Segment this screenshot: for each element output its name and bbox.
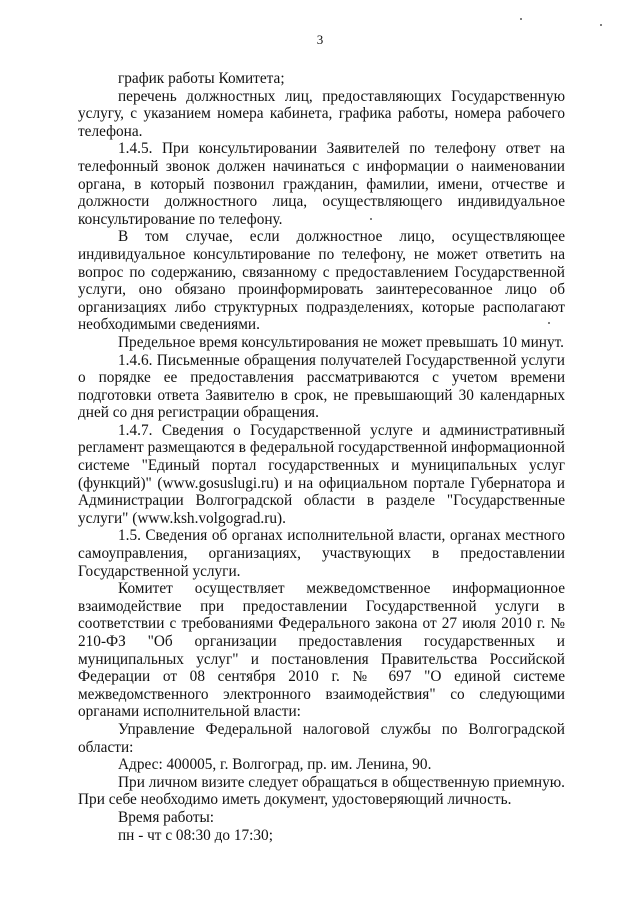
scan-speck: [370, 218, 372, 220]
paragraph-time-limit: Предельное время консультирования не может превышать 10 минут.: [118, 333, 564, 351]
page-number: 3: [316, 32, 324, 47]
scan-speck: [548, 322, 550, 324]
paragraph-tax-service: Управление Федеральной налоговой службы по Волгоградской области:: [78, 720, 565, 756]
paragraph-address: Адрес: 400005, г. Волгоград, пр. им. Ленина, 90.: [118, 756, 432, 774]
paragraph-officials-list: перечень должностных лиц, предоставляющих Государственную услугу, с указанием номера кабинета, графика работы, номера рабочего телефона.: [78, 87, 565, 140]
paragraph-working-hours-label: Время работы:: [118, 808, 215, 826]
paragraph-committee-schedule: график работы Комитета;: [118, 70, 285, 87]
paragraph-1-4-6: 1.4.6. Письменные обращения получателей Государственной услуги о порядке ее предоставления рассматриваются с учетом времени подготовки ответа Заявителю в срок, не превышающий 30 календарных дней со дня регистрации обращения.: [78, 351, 565, 422]
scan-speck: [600, 24, 602, 26]
scan-speck: [520, 18, 522, 20]
paragraph-1-4-5: 1.4.5. При консультировании Заявителей по телефону ответ на телефонный звонок должен начинаться с информации о наименовании органа, в который позвонил гражданин, фамилии, имени, отчестве и должности должностного лица, осуществляющего индивидуальное консультирование по телефону.: [78, 140, 565, 228]
paragraph-1-4-7: 1.4.7. Сведения о Государственной услуге и административный регламент размещаются в федеральной государственной информационной системе "Единый портал государственных и муниципальных услуг (функций)" (www.gosuslugi.ru) и на официальном портале Губернатора и Администрации Волгоградской области в разделе "Государственные услуги" (www.ksh.volgograd.ru).: [78, 421, 565, 527]
paragraph-redirect-consultation: В том случае, если должностное лицо, осуществляющее индивидуальное консультирование по телефону, не может ответить на вопрос по содержанию, связанному с предоставлением Государственной услуги, оно обязано проинформировать заинтересованное лицо об организациях либо структурных подразделениях, которые располагают необходимыми сведениями.: [78, 228, 565, 334]
paragraph-interagency-interaction: Комитет осуществляет межведомственное информационное взаимодействие при предоставлении Государственной услуги в соответствии с требованиями Федерального закона от 27 июля 2010 г. № 210-ФЗ "Об организации предоставления государственных и муниципальных услуг" и постановления Правительства Российской Федерации от 08 сентября 2010 г. № 697 "О единой системе межведомственного электронного взаимодействия" со следующими органами исполнительной власти:: [78, 580, 565, 721]
paragraph-visit-info: При личном визите следует обращаться в общественную приемную. При себе необходимо иметь документ, удостоверяющий личность.: [78, 773, 565, 809]
paragraph-working-hours-mon-thu: пн - чт с 08:30 до 17:30;: [118, 826, 273, 844]
paragraph-1-5: 1.5. Сведения об органах исполнительной власти, органах местного самоуправления, организациях, участвующих в предоставлении Государственной услуги.: [78, 527, 565, 580]
document-body: [78, 70, 565, 844]
